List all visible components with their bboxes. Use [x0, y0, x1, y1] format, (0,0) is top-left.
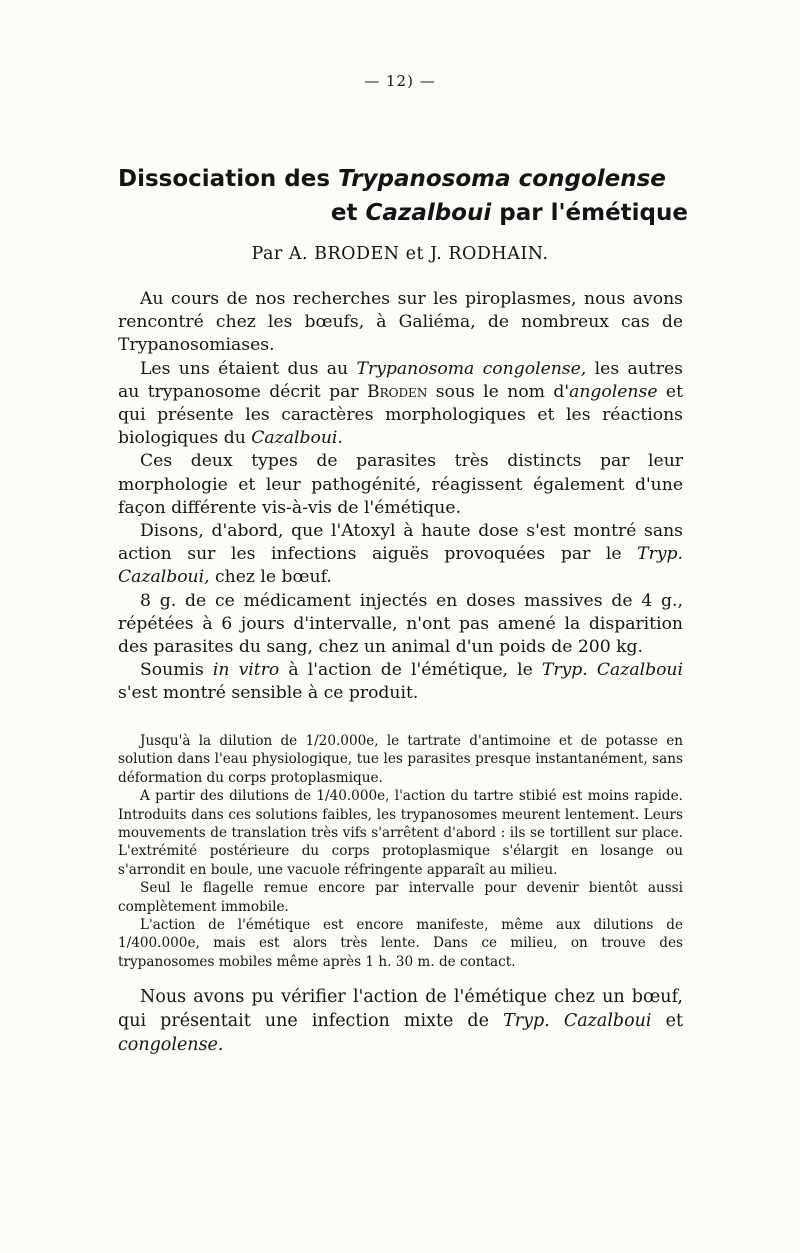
title-species-cazalboui: Cazalboui: [365, 200, 492, 226]
small-paragraph-3: Seul le flagelle remue encore par intervalle pour devenir bientôt aussi complètement immobile.: [118, 880, 683, 915]
page-number: — 12) —: [364, 72, 436, 90]
small-paragraph-2: A partir des dilutions de 1/40.000e, l'action du tartre stibié est moins rapide. Introduits dans ces solutions faibles, les trypanosomes meurent lentement. Leurs mouvements de translation très vifs s'arrêtent d'abord : ils se tortillent sur place. L'extrémité postérieure du corps protoplasmique s'élargit en losange ou s'arrondit en boule, une vacuole réfringente apparaît au milieu.: [118, 788, 683, 878]
title-suffix: par l'émétique: [491, 200, 688, 226]
paragraph-4: Disons, d'abord, que l'Atoxyl à haute dose s'est montré sans action sur les infections aiguës provoquées par le Tryp. Cazalboui, chez le bœuf.: [118, 521, 683, 588]
paragraph-3: Ces deux types de parasites très distincts par leur morphologie et leur pathogénité, réagissent également d'une façon différente vis-à-vis de l'émétique.: [118, 451, 683, 518]
article-title: [118, 162, 688, 230]
final-paragraph: Nous avons pu vérifier l'action de l'émétique chez un bœuf, qui présentait une infection mixte de Tryp. Cazalboui et congolense.: [118, 987, 684, 1055]
title-prefix: Dissociation des: [118, 166, 339, 192]
title-line-2: et Cazalboui par l'émétique: [330, 200, 688, 226]
main-body: [118, 288, 683, 706]
title-species-congolense: Trypanosoma congolense: [338, 166, 666, 192]
paragraph-2: Les uns étaient dus au Trypanosoma congolense, les autres au trypanosome décrit par Broden sous le nom d'angolense et qui présente les caractères morphologiques et les réactions biologiques du Cazalboui.: [118, 358, 683, 449]
paragraph-1: Au cours de nos recherches sur les piroplasmes, nous avons rencontré chez les bœufs, à Galiéma, de nombreux cas de Trypanosomiases.: [118, 289, 683, 356]
title-line-1: [118, 162, 688, 196]
final-section: [118, 985, 683, 1057]
paragraph-6: Soumis in vitro à l'action de l'émétique, le Tryp. Cazalboui s'est montré sensible à ce produit.: [118, 660, 683, 704]
small-paragraph-4: L'action de l'émétique est encore manifeste, même aux dilutions de 1/400.000e, mais est alors très lente. Dans ce milieu, on trouve des trypanosomes mobiles même après 1 h. 30 m. de contact.: [118, 917, 683, 970]
small-print-section: [118, 732, 683, 971]
paragraph-5: 8 g. de ce médicament injectés en doses massives de 4 g., répétées à 6 jours d'intervalle, n'ont pas amené la disparition des parasites du sang, chez un animal d'un poids de 200 kg.: [118, 590, 683, 658]
authors-line: Par A. BRODEN et J. RODHAIN.: [251, 244, 549, 264]
small-paragraph-1: Jusqu'à la dilution de 1/20.000e, le tartrate d'antimoine et de potasse en solution dans l'eau physiologique, tue les parasites presque instantanément, sans déformation du corps protoplasmique.: [118, 733, 683, 786]
